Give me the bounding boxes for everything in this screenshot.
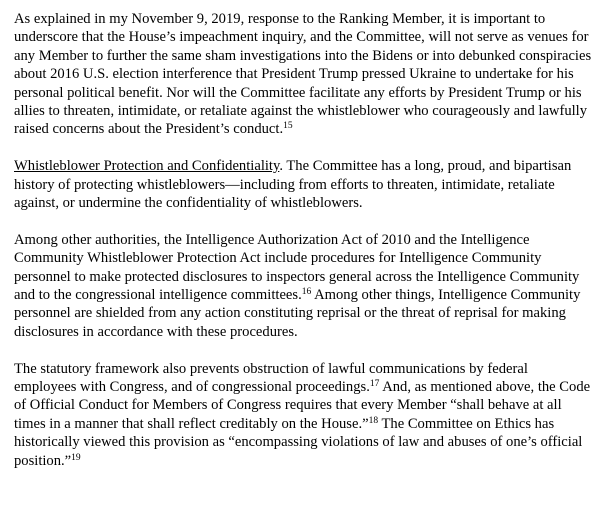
paragraph-whistleblower-protection <box>14 157 592 212</box>
paragraph-text-continued: And, as mentioned above, the Code of Official Conduct for Members of Congress requires that every Member “shall behave at all times in a manner that shall reflect creditably on the House.” <box>14 379 591 432</box>
footnote-ref-15: 15 <box>283 121 293 132</box>
section-heading: Whistleblower Protection and Confidentiality <box>14 158 280 175</box>
footnote-ref-19: 19 <box>71 452 81 463</box>
paragraph-text-continued: Among other things, Intelligence Community personnel are shielded from any action constituting reprisal or the threat of reprisal for making disclosures in accordance with these procedures. <box>14 287 581 340</box>
footnote-ref-18: 18 <box>368 415 379 426</box>
paragraph-text: . The Committee has a long, proud, and bipartisan history of protecting whistleblowers—including from efforts to threaten, intimidate, retaliate against, or undermine the confidentiality of whistleblowers. <box>14 158 572 212</box>
paragraph-text: Among other authorities, the Intelligence Authorization Act of 2010 and the Intelligence Community Whistleblower Protection Act include procedures for Intelligence Community personnel to make protected disclosures to inspectors general across the Intelligence Community and to the congressional intelligence committees. <box>14 231 580 304</box>
paragraph-authorities <box>14 231 592 341</box>
paragraph-text: As explained in my November 9, 2019, response to the Ranking Member, it is important to underscore that the House’s impeachment inquiry, and the Committee, will not serve as venues for any Member to further the same sham investigations into the Bidens or into debunked conspiracies about 2016 U.S. election interference that President Trump pressed Ukraine to undertake for his personal political benefit. Nor will the Committee facilitate any efforts by President Trump or his allies to threaten, intimidate, or retaliate against the whistleblower who courageously and lawfully raised concerns about the President’s conduct. <box>14 11 592 138</box>
paragraph-text: The statutory framework also prevents obstruction of lawful communications by federal employees with Congress, and of congressional proceedings. <box>14 360 528 396</box>
paragraph-text-continued: The Committee on Ethics has historically viewed this provision as “encompassing violations of law and abuses of one’s official position.” <box>14 415 583 469</box>
paragraph-statutory-framework <box>14 360 592 470</box>
paragraph-impeachment-inquiry <box>14 10 592 139</box>
footnote-ref-16: 16 <box>301 287 312 298</box>
footnote-ref-17: 17 <box>369 379 380 390</box>
